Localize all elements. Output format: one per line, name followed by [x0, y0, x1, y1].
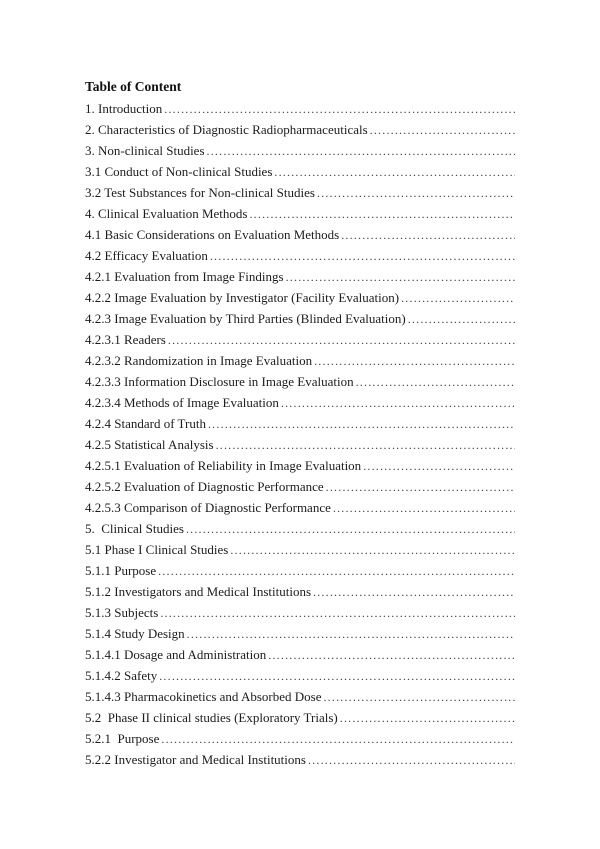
- toc-dot-leader: [286, 267, 515, 288]
- toc-entry-label: 5.1 Phase I Clinical Studies: [85, 542, 229, 557]
- toc-dot-leader: [341, 225, 515, 246]
- toc-entry-label: 4. Clinical Evaluation Methods: [85, 206, 248, 221]
- toc-entry: [85, 371, 515, 392]
- toc-entry-label: 4.1 Basic Considerations on Evaluation Methods: [85, 227, 340, 242]
- toc-entry: [85, 497, 515, 518]
- toc-entry: [85, 182, 515, 203]
- toc-entry: [85, 560, 515, 581]
- toc-entry: [85, 455, 515, 476]
- toc-list: [85, 98, 515, 770]
- toc-entry-label: 4.2.5.1 Evaluation of Reliability in Image Evaluation: [85, 458, 362, 473]
- toc-entry: [85, 308, 515, 329]
- toc-dot-leader: [210, 246, 515, 267]
- toc-entry-label: 1. Introduction: [85, 101, 163, 116]
- toc-dot-leader: [249, 204, 515, 225]
- toc-entry-label: 5.2.2 Investigator and Medical Institutions: [85, 752, 306, 767]
- toc-dot-leader: [363, 456, 515, 477]
- toc-entry-label: 3. Non-clinical Studies: [85, 143, 205, 158]
- toc-entry: [85, 392, 515, 413]
- toc-entry: [85, 518, 515, 539]
- toc-entry: [85, 161, 515, 182]
- toc-dot-leader: [370, 120, 515, 141]
- toc-dot-leader: [333, 498, 515, 519]
- toc-entry: [85, 623, 515, 644]
- toc-entry-label: 4.2.1 Evaluation from Image Findings: [85, 269, 284, 284]
- toc-entry-label: 4.2.5.3 Comparison of Diagnostic Performance: [85, 500, 331, 515]
- toc-dot-leader: [158, 561, 515, 582]
- toc-dot-leader: [281, 393, 515, 414]
- toc-entry: [85, 287, 515, 308]
- toc-dot-leader: [308, 750, 515, 771]
- toc-dot-leader: [159, 666, 515, 687]
- toc-dot-leader: [168, 330, 515, 351]
- toc-entry-label: 4.2 Efficacy Evaluation: [85, 248, 208, 263]
- toc-dot-leader: [216, 435, 515, 456]
- toc-entry: [85, 413, 515, 434]
- toc-entry: [85, 749, 515, 770]
- toc-entry: [85, 119, 515, 140]
- toc-content: [85, 76, 515, 770]
- toc-entry: [85, 581, 515, 602]
- toc-entry-label: 4.2.3.3 Information Disclosure in Image Evaluation: [85, 374, 354, 389]
- toc-dot-leader: [317, 183, 515, 204]
- toc-dot-leader: [207, 141, 515, 162]
- toc-entry: [85, 539, 515, 560]
- toc-entry-label: 4.2.3.4 Methods of Image Evaluation: [85, 395, 279, 410]
- toc-entry-label: 4.2.4 Standard of Truth: [85, 416, 206, 431]
- toc-entry-label: 5.1.4.2 Safety: [85, 668, 158, 683]
- toc-entry-label: 4.2.3.2 Randomization in Image Evaluation: [85, 353, 313, 368]
- toc-entry-label: 3.1 Conduct of Non-clinical Studies: [85, 164, 273, 179]
- toc-dot-leader: [323, 687, 515, 708]
- toc-dot-leader: [161, 729, 515, 750]
- toc-entry-label: 5.1.4 Study Design: [85, 626, 185, 641]
- toc-dot-leader: [187, 624, 515, 645]
- toc-entry: [85, 350, 515, 371]
- toc-entry: [85, 476, 515, 497]
- toc-entry: [85, 329, 515, 350]
- toc-entry: [85, 665, 515, 686]
- toc-entry-label: 5.1.4.3 Pharmacokinetics and Absorbed Dose: [85, 689, 322, 704]
- toc-entry-label: 5.1.1 Purpose: [85, 563, 157, 578]
- toc-dot-leader: [326, 477, 515, 498]
- toc-entry-label: 4.2.3 Image Evaluation by Third Parties (Blinded Evaluation): [85, 311, 406, 326]
- toc-entry: [85, 203, 515, 224]
- toc-entry-label: 4.2.5 Statistical Analysis: [85, 437, 214, 452]
- toc-dot-leader: [164, 99, 515, 120]
- toc-dot-leader: [268, 645, 515, 666]
- toc-entry: [85, 644, 515, 665]
- toc-dot-leader: [208, 414, 515, 435]
- toc-entry-label: 5.1.4.1 Dosage and Administration: [85, 647, 267, 662]
- toc-entry: [85, 266, 515, 287]
- toc-entry-label: 4.2.5.2 Evaluation of Diagnostic Performance: [85, 479, 324, 494]
- toc-entry-label: 4.2.2 Image Evaluation by Investigator (Facility Evaluation): [85, 290, 400, 305]
- toc-entry-label: 5.2.1 Purpose: [85, 731, 160, 746]
- toc-dot-leader: [160, 603, 515, 624]
- toc-dot-leader: [230, 540, 515, 561]
- toc-entry-label: 5.2 Phase II clinical studies (Exploratory Trials): [85, 710, 338, 725]
- toc-dot-leader: [408, 309, 515, 330]
- toc-entry: [85, 98, 515, 119]
- toc-entry: [85, 224, 515, 245]
- toc-heading: Table of Content: [85, 79, 182, 94]
- toc-entry-label: 5.1.2 Investigators and Medical Institutions: [85, 584, 312, 599]
- toc-dot-leader: [401, 288, 515, 309]
- toc-dot-leader: [356, 372, 515, 393]
- toc-entry: [85, 245, 515, 266]
- toc-dot-leader: [274, 162, 515, 183]
- toc-dot-leader: [313, 582, 515, 603]
- toc-entry-label: 2. Characteristics of Diagnostic Radiopharmaceuticals: [85, 122, 368, 137]
- toc-entry-label: 4.2.3.1 Readers: [85, 332, 166, 347]
- toc-entry: [85, 140, 515, 161]
- toc-dot-leader: [340, 708, 515, 729]
- toc-entry: [85, 707, 515, 728]
- toc-dot-leader: [314, 351, 515, 372]
- toc-entry-label: 5.1.3 Subjects: [85, 605, 159, 620]
- toc-entry-label: 3.2 Test Substances for Non-clinical Studies: [85, 185, 315, 200]
- toc-entry: [85, 434, 515, 455]
- toc-entry: [85, 602, 515, 623]
- toc-entry: [85, 728, 515, 749]
- toc-dot-leader: [186, 519, 515, 540]
- toc-entry-label: 5. Clinical Studies: [85, 521, 184, 536]
- toc-entry: [85, 686, 515, 707]
